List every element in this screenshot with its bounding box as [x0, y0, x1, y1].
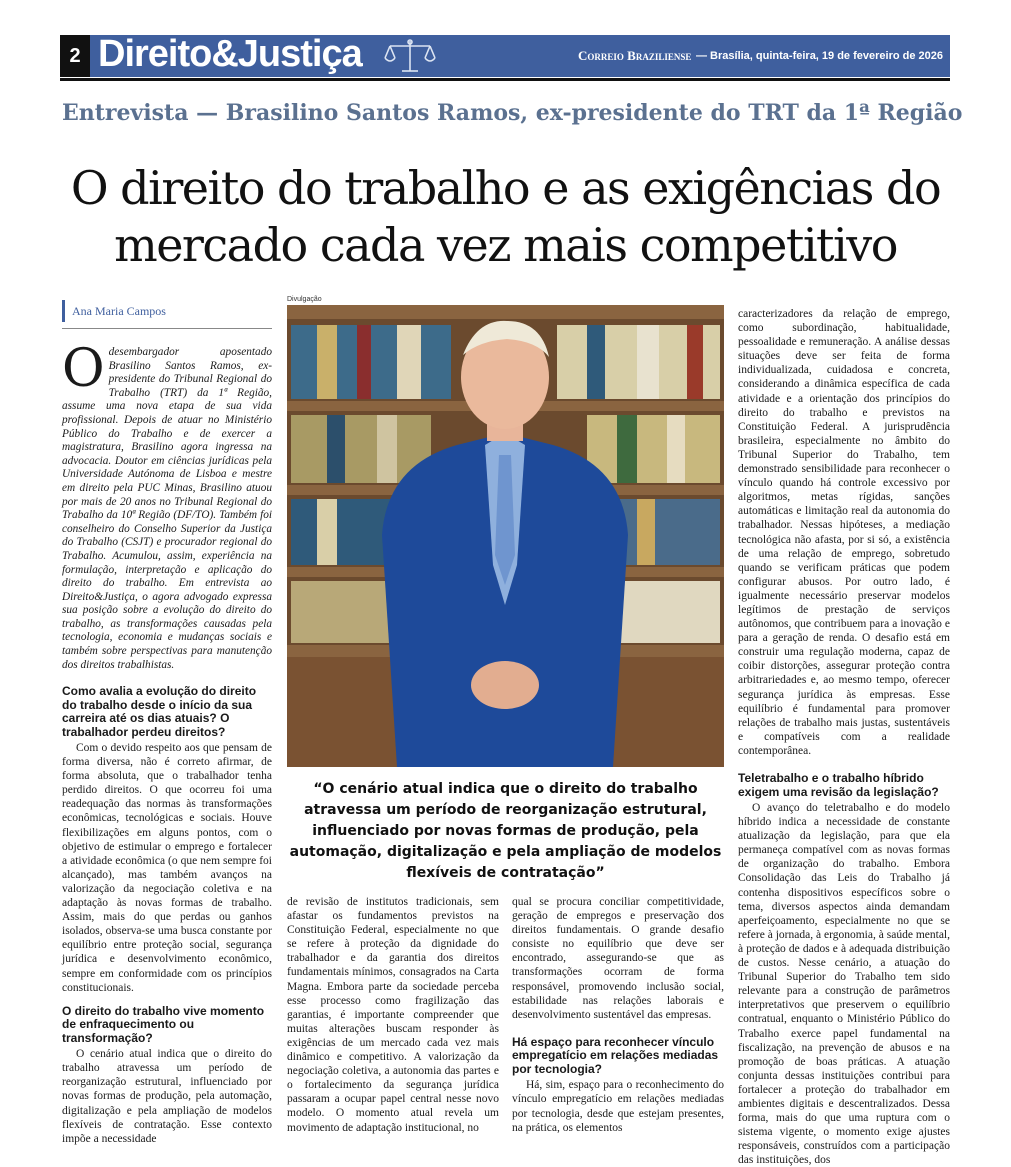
section-title: Direito&Justiça [98, 33, 362, 75]
answer-3: Há, sim, espaço para o reconhecimento do vínculo empregatício em relações mediadas por tecnologia, desde que estejam presentes, na prática, os elementos [512, 1079, 724, 1134]
column-1 [62, 685, 272, 1146]
portrait-illustration [287, 305, 724, 767]
author-divider [62, 328, 272, 329]
headline: O direito do trabalho e as exigências do mercado cada vez mais competitivo [70, 161, 941, 272]
question-1: Como avalia a evolução do direito do trabalho desde o início da sua carreira até os dias atuais? O trabalhador perdeu direitos? [62, 684, 257, 739]
answer-4: O avanço do teletrabalho e do modelo híbrido indica a necessidade de constante atualização da legislação, para que ela permaneça compatível com as novas formas de organização do trabalho. Embora Consolidação das Leis do Trabalho já contenha dispositivos específicos sobre o tema, diversos aspectos ainda demandam aperfeiçoamento, especialmente no que se refere à jornada, à ergonomia, à saúde mental, à proteção de dados e à adequada distribuição de custos. Nesse cenário, a atuação do Tribunal Superior do Trabalho tem sido relevante para a construção de parâmetros interpretativos que preservem o equilíbrio contratual, enquanto o Ministério Público do Trabalho exerce papel fundamental na fiscalização, na prevenção de abusos e na promoção de boas práticas. A atuação conjunta dessas instituições contribui para fortalecer a proteção do trabalhador em ambientes digitais e descentralizados. Dessa forma, mais do que uma ruptura com o sistema vigente, o momento exige ajustes responsáveis, construídos com a participação das instituições, dos [738, 802, 950, 1167]
masthead: Correio Braziliense [578, 48, 692, 63]
column-2 [287, 895, 499, 1135]
scales-of-justice-icon [382, 38, 438, 74]
answer-1: Com o devido respeito aos que pensam de forma diversa, não é correto afirmar, de forma absoluta, que o trabalhador tenha perdido direitos. O que ocorreu foi uma readequação das normas às transformações econômicas, tecnológicas e sociais. Houve flexibilizações em alguns pontos, com o objetivo de estimular o emprego e fortalecer a atividade econômica (o que nem sempre foi alcançado), mas também avanços na valorização da negociação coletiva e na adaptação às novas formas de trabalho. Assim, mais do que perdas ou ganhos isolados, observa-se uma busca constante por equilíbrio entre proteção social, segurança jurídica e desenvolvimento econômico, sempre em conformidade com os princípios constitucionais. [62, 742, 272, 994]
portrait-photo-icon [287, 305, 724, 767]
question-2: O direito do trabalho vive momento de enfraquecimento ou transformação? [62, 1003, 265, 1045]
dropcap: O [62, 339, 105, 399]
pull-quote: “O cenário atual indica que o direito do trabalho atravessa um período de reorganização estrutural, influenciado por novas formas de produção, pela automação, digitalização e pela ampliação de modelos flexíveis de contratação” [289, 781, 722, 881]
page-number: 2 [60, 35, 90, 77]
answer-2: O cenário atual indica que o direito do trabalho atravessa um período de reorganização estrutural, influenciado por novas formas de produção, pela automação, digitalização e pela ampliação de modelos flexíveis de contratação. Esse contexto impõe a necessidade [62, 1048, 272, 1145]
header-rule [60, 78, 950, 81]
dateline: — Brasília, quinta-feira, 19 de fevereiro de 2026 [696, 50, 943, 62]
column-4-text: caracterizadores da relação de emprego, como subordinação, habitualidade, pessoalidade e remuneração. A análise dessas situações deve ser feita de forma individualizada, cuidadosa e concreta, considerando a dinâmica específica de cada atividade e a orientação dos princípios do direito do trabalho e previstos na Constituição Federal. A jurisprudência brasileira, especialmente no âmbito do Tribunal Superior do Trabalho, tem demonstrado sensibilidade para reconhecer o vínculo quando há controle excessivo por algoritmos, metas rígidas, sanções automáticas e limitação real da autonomia do trabalhador. Nessas hipóteses, a mediação tecnológica não afasta, por si só, a existência de uma relação de emprego, sobretudo quando se verificam práticas que podem configurar abusos. Por outro lado, é igualmente necessário preservar modelos legítimos de prestação de serviços autônomos, que contribuem para a inovação e para a geração de renda. O desafio está em construir uma regulação moderna, capaz de coibir distorções, assegurar proteção contra arbitrariedades e, ao mesmo tempo, oferecer segurança jurídica às empresas. Esse equilíbrio é fundamental para promover relações de trabalho mais justas, sustentáveis e compatíveis com a realidade contemporânea. [738, 308, 950, 757]
column-3-text: qual se procura conciliar competitividade, geração de empregos e preservação dos direitos fundamentais. O grande desafio consiste no equilíbrio que deve ser encontrado, assegurando-se que as transformações ocorram de forma responsável, promovendo inclusão social, estabilidade nas relações laborais e desenvolvimento sustentável das empresas. [512, 896, 724, 1021]
intro-paragraph [62, 339, 272, 672]
intro-text: desembargador aposentado Brasilino Santos Ramos, ex-presidente do Tribunal Regional do Trabalho (TRT) da 1ª Região, assume uma nova etapa de sua vida profissional. Depois de atuar no Ministério Público do Trabalho e de exercer a magistratura, Brasilino agora ingressa na advocacia. Doutor em ciências jurídicas pela Universidade Autónoma de Lisboa e mestre em direito pela PUC Minas, Brasilino atuou por mais de 20 anos no Tribunal Regional do Trabalho da 10ª Região (DF/TO). Também foi conselheiro do Conselho Superior da Justiça do Trabalho (CSJT) e procurador regional do Trabalho. Acumulou, assim, experiência na formulação, interpretação e aplicação do direito do trabalho. Em entrevista ao Direito&Justiça, o agora advogado expressa sua posição sobre a evolução do direito do trabalho, as transformações causadas pela tecnologia, economia e mudanças sociais e também sobre perspectivas para manutenção dos direitos trabalhistas. [62, 346, 272, 671]
column-4 [738, 307, 950, 1167]
author-accent-bar [62, 300, 65, 322]
question-4: Teletrabalho e o trabalho híbrido exigem uma revisão da legislação? [738, 771, 939, 799]
author-byline: Ana Maria Campos [72, 304, 166, 318]
column-2-text: de revisão de institutos tradicionais, sem afastar os fundamentos previstos na Constituição Federal, especialmente no que se refere à proteção da dignidade do trabalhador e da garantia dos direitos fundamentais mínimos, consagrados na Carta Magna. Embora parte da sociedade perceba esse processo como fragilização das garantias, é importante compreender que muitas alterações buscam responder às exigências de um mercado cada vez mais dinâmico e competitivo. A valorização da negociação coletiva, a autonomia das partes e o fortalecimento da segurança jurídica passaram a ocupar papel central nesse novo modelo. O momento atual revela um movimento de adaptação institucional, no [287, 896, 499, 1134]
question-3: Há espaço para reconhecer vínculo empregatício em relações mediadas por tecnologia? [512, 1034, 719, 1076]
column-3 [512, 895, 724, 1135]
photo-credit: Divulgação [287, 296, 322, 303]
interview-kicker: Entrevista — Brasilino Santos Ramos, ex-presidente do TRT da 1ª Região [62, 100, 963, 126]
